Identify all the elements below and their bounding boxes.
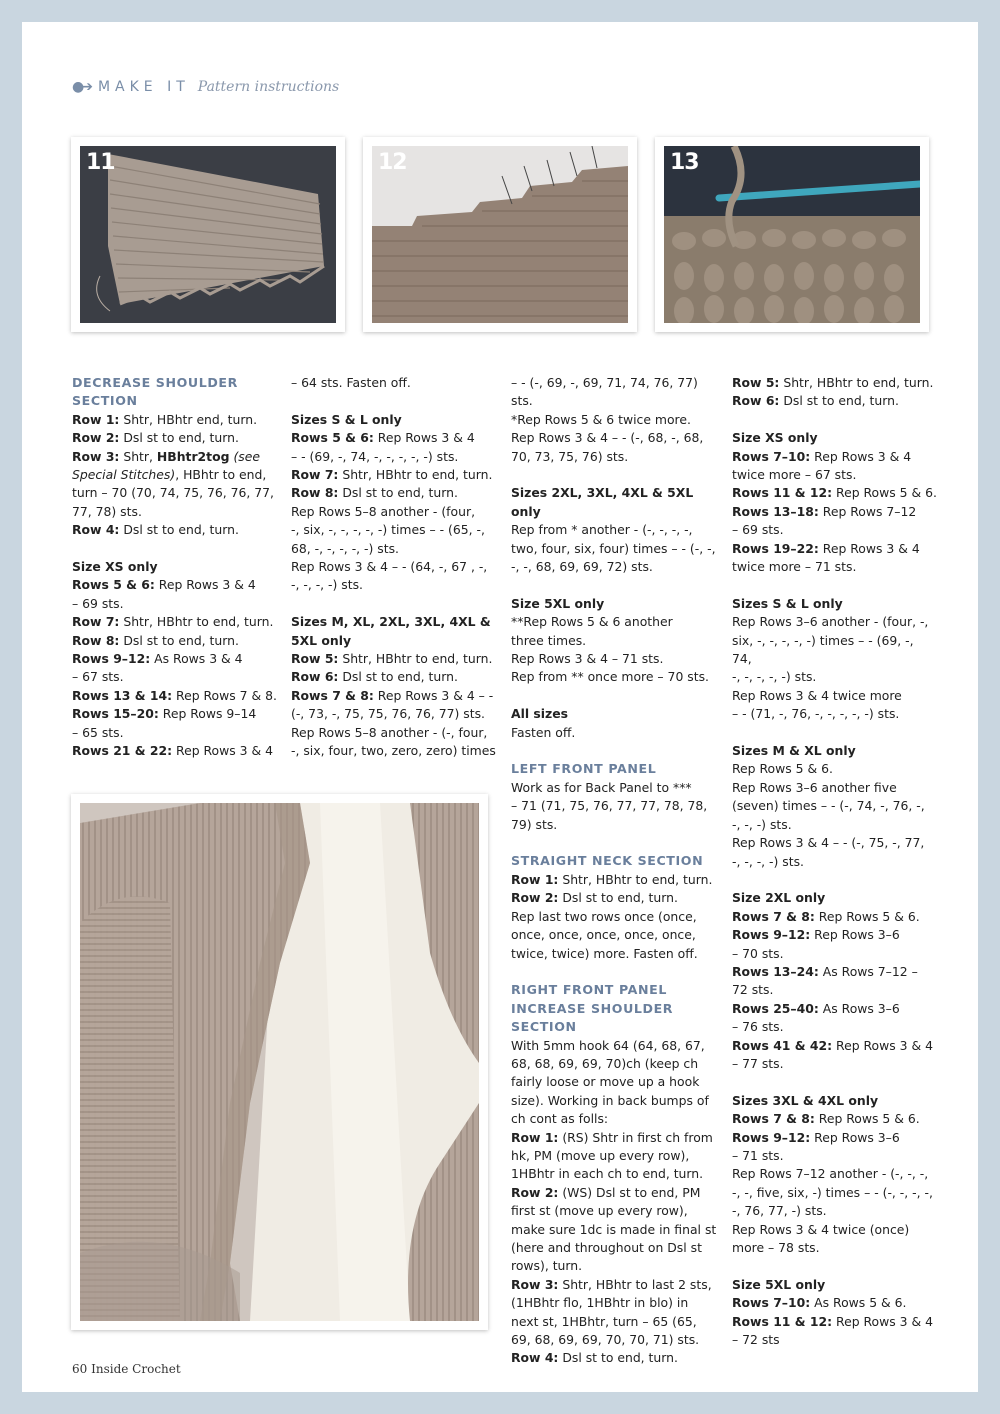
instruction-line: 72 sts. bbox=[732, 982, 774, 998]
instruction-line: two, four, six, four) times – - (-, -, bbox=[511, 540, 716, 556]
instruction-line: – 70 sts. bbox=[732, 945, 784, 961]
double-dot-arrow-icon: ●➔ bbox=[72, 79, 90, 95]
instruction-line: Rep Rows 3 & 4 – 71 sts. bbox=[511, 651, 664, 667]
instruction-row: Row 2: Dsl st to end, turn. bbox=[72, 430, 239, 446]
photo-step-13 bbox=[655, 137, 929, 332]
section-heading: RIGHT FRONT PANEL bbox=[511, 982, 667, 998]
instruction-row: Row 2: Dsl st to end, turn. bbox=[511, 890, 678, 906]
instruction-line: *Rep Rows 5 & 6 twice more. bbox=[511, 411, 691, 427]
section-heading: SECTION bbox=[511, 1019, 577, 1035]
instruction-line: 69, 68, 69, 69, 70, 70, 71) sts. bbox=[511, 1332, 700, 1348]
instruction-line: 68, -, -, -, -, -) sts. bbox=[291, 540, 399, 556]
size-heading: Size XS only bbox=[732, 430, 818, 446]
instruction-row: Row 7: Shtr, HBhtr to end, turn. bbox=[72, 614, 274, 630]
section-header bbox=[72, 79, 339, 95]
instruction-row: Rows 5 & 6: Rep Rows 3 & 4 bbox=[291, 430, 475, 446]
section-heading: INCREASE SHOULDER bbox=[511, 1000, 674, 1016]
size-heading: Size XS only bbox=[72, 559, 158, 575]
instruction-line: (-, 73, -, 75, 75, 76, 76, 77) sts. bbox=[291, 706, 485, 722]
instruction-line: more – 78 sts. bbox=[732, 1240, 820, 1256]
instruction-line: Rep Rows 3–6 another - (four, -, bbox=[732, 614, 929, 630]
instruction-line: -, -, five, six, -) times – - (-, -, -, -, bbox=[732, 1184, 933, 1200]
magazine-name: Inside Crochet bbox=[91, 1362, 181, 1376]
instruction-row: Row 7: Shtr, HBhtr to end, turn. bbox=[291, 467, 493, 483]
instruction-row: Rows 13 & 14: Rep Rows 7 & 8. bbox=[72, 687, 277, 703]
instruction-line: Rep last two rows once (once, bbox=[511, 908, 697, 924]
instruction-line: Rep Rows 3 & 4 – - (-, 68, -, 68, bbox=[511, 430, 704, 446]
instruction-line: Work as for Back Panel to *** bbox=[511, 779, 692, 795]
instruction-line: first st (move up every row), bbox=[511, 1203, 688, 1219]
instruction-line: (1HBhtr flo, 1HBhtr in blo) in bbox=[511, 1295, 689, 1311]
instruction-line: hk, PM (move up every row), bbox=[511, 1147, 690, 1163]
instruction-line: (seven) times – - (-, 74, -, 76, -, bbox=[732, 798, 925, 814]
instruction-line: three times. bbox=[511, 632, 587, 648]
instruction-line: 68, 68, 69, 69, 70)ch (keep ch bbox=[511, 1055, 699, 1071]
instruction-row: Row 4: Dsl st to end, turn. bbox=[511, 1350, 678, 1366]
instruction-line: once, once, once, once, once, bbox=[511, 927, 696, 943]
instruction-row: Row 1: Shtr, HBhtr to end, turn. bbox=[511, 871, 713, 887]
instruction-row: Row 1: Shtr, HBhtr end, turn. bbox=[72, 411, 258, 427]
instruction-row: Row 3: Shtr, HBhtr to last 2 sts, bbox=[511, 1276, 712, 1292]
photo-number: 13 bbox=[670, 150, 699, 175]
section-subtitle: Pattern instructions bbox=[197, 79, 340, 95]
instruction-line: (here and throughout on Dsl st bbox=[511, 1240, 702, 1255]
instruction-row: Row 6: Dsl st to end, turn. bbox=[732, 393, 899, 409]
instruction-line: size). Working in back bumps of bbox=[511, 1092, 709, 1108]
instruction-line: twice more – 67 sts. bbox=[732, 467, 857, 483]
instruction-row: Rows 25–40: As Rows 3–6 bbox=[732, 1000, 900, 1016]
instruction-line: fairly loose or move up a hook bbox=[511, 1074, 700, 1090]
instruction-line: ch cont as folls: bbox=[511, 1111, 609, 1127]
instruction-line: -, 76, 77, -) sts. bbox=[732, 1203, 827, 1219]
instruction-line: – 71 sts. bbox=[732, 1147, 784, 1163]
size-heading: Sizes S & L only bbox=[291, 411, 402, 427]
instruction-row: Row 3: Shtr, HBhtr2tog (see bbox=[72, 448, 260, 464]
instruction-row: Rows 13–18: Rep Rows 7–12 bbox=[732, 503, 917, 519]
instruction-line: – - (69, -, 74, -, -, -, -, -) sts. bbox=[291, 448, 459, 464]
instruction-row: Rows 9–12: As Rows 3 & 4 bbox=[72, 651, 243, 667]
size-heading: Sizes M & XL only bbox=[732, 743, 856, 759]
instruction-row: Row 2: (WS) Dsl st to end, PM bbox=[511, 1184, 701, 1200]
section-heading: LEFT FRONT PANEL bbox=[511, 761, 657, 777]
instruction-line: -, -, -) sts. bbox=[732, 816, 792, 832]
instruction-row: Rows 11 & 12: Rep Rows 5 & 6. bbox=[732, 485, 937, 501]
instruction-line: -, six, -, -, -, -, -) times – - (65, -, bbox=[291, 522, 485, 538]
instruction-line: twice, twice) more. Fasten off. bbox=[511, 945, 698, 961]
instruction-line: Rep Rows 3 & 4 – - (64, -, 67 , -, bbox=[291, 559, 488, 575]
size-heading: 5XL only bbox=[291, 632, 352, 648]
instruction-line: – 64 sts. Fasten off. bbox=[291, 375, 411, 390]
instruction-row: Rows 9–12: Rep Rows 3–6 bbox=[732, 1129, 900, 1145]
instruction-row: Row 5: Shtr, HBhtr to end, turn. bbox=[291, 651, 493, 667]
hook-stitch-image bbox=[664, 146, 920, 323]
instruction-line: 79) sts. bbox=[511, 816, 558, 832]
instruction-line: Special Stitches), HBhtr to end, bbox=[72, 467, 267, 483]
photo-number: 11 bbox=[86, 150, 115, 175]
instruction-line: – - (-, 69, -, 69, 71, 74, 76, 77) sts. bbox=[511, 375, 698, 409]
instruction-row: Rows 21 & 22: Rep Rows 3 & 4 bbox=[72, 743, 273, 759]
instruction-row: Rows 5 & 6: Rep Rows 3 & 4 bbox=[72, 577, 256, 593]
instruction-row: Rows 7 & 8: Rep Rows 5 & 6. bbox=[732, 908, 920, 924]
instruction-row: Rows 15–20: Rep Rows 9–14 bbox=[72, 706, 257, 722]
instruction-line: turn – 70 (70, 74, 75, 76, 76, 77, bbox=[72, 485, 274, 501]
section-heading: STRAIGHT NECK SECTION bbox=[511, 853, 704, 869]
instruction-line: -, -, -, -) sts. bbox=[732, 853, 804, 869]
instruction-line: Rep Rows 5–8 another - (-, four, bbox=[291, 724, 488, 740]
instruction-row: Row 8: Dsl st to end, turn. bbox=[291, 485, 458, 501]
instruction-line: Rep from * another - (-, -, -, -, bbox=[511, 522, 693, 538]
instruction-line: -, six, four, two, zero, zero) times bbox=[291, 743, 496, 759]
instruction-line: – - (71, -, 76, -, -, -, -, -) sts. bbox=[732, 706, 900, 722]
size-heading: Size 5XL only bbox=[732, 1276, 826, 1292]
instruction-line: Rep Rows 5–8 another - (four, bbox=[291, 503, 476, 519]
photo-step-12 bbox=[363, 137, 637, 332]
column-4 bbox=[732, 374, 937, 1349]
size-heading: Size 5XL only bbox=[511, 595, 605, 611]
instruction-row: Rows 7–10: As Rows 5 & 6. bbox=[732, 1295, 907, 1311]
instruction-line: six, -, -, -, -, -) times – - (69, -, 74, bbox=[732, 632, 914, 667]
instruction-row: Row 8: Dsl st to end, turn. bbox=[72, 632, 239, 648]
instruction-line: make sure 1dc is made in final st bbox=[511, 1221, 717, 1237]
instruction-row: Rows 7–10: Rep Rows 3 & 4 bbox=[732, 448, 912, 464]
instruction-line: **Rep Rows 5 & 6 another bbox=[511, 614, 673, 630]
column-2 bbox=[291, 374, 496, 761]
size-heading: Sizes 2XL, 3XL, 4XL & 5XL only bbox=[511, 485, 694, 519]
instruction-line: – 77 sts. bbox=[732, 1055, 784, 1071]
page-number: 60 bbox=[72, 1362, 88, 1376]
instruction-row: Rows 7 & 8: Rep Rows 5 & 6. bbox=[732, 1111, 920, 1127]
instruction-row: Row 6: Dsl st to end, turn. bbox=[291, 669, 458, 685]
photo-step-11 bbox=[71, 137, 345, 332]
sleeve-piece-image bbox=[80, 146, 336, 323]
section-heading: SECTION bbox=[72, 393, 138, 409]
instruction-line: – 76 sts. bbox=[732, 1019, 784, 1035]
size-heading: Size 2XL only bbox=[732, 890, 826, 906]
shoulder-steps-image bbox=[372, 146, 628, 323]
instruction-line: 1HBhtr in each ch to end, turn. bbox=[511, 1166, 704, 1182]
instruction-line: Rep Rows 7–12 another - (-, -, -, bbox=[732, 1166, 929, 1182]
instruction-line: Rep Rows 5 & 6. bbox=[732, 761, 833, 777]
instruction-row: Rows 13–24: As Rows 7–12 – bbox=[732, 963, 918, 979]
instruction-row: Row 4: Dsl st to end, turn. bbox=[72, 522, 239, 538]
instruction-line: twice more – 71 sts. bbox=[732, 559, 857, 575]
size-heading: All sizes bbox=[511, 706, 569, 722]
instruction-line: Rep Rows 3 & 4 twice (once) bbox=[732, 1221, 910, 1237]
photo-number: 12 bbox=[378, 150, 407, 175]
instruction-line: – 65 sts. bbox=[72, 724, 124, 740]
column-1 bbox=[72, 374, 277, 761]
instruction-line: 70, 73, 75, 76) sts. bbox=[511, 448, 629, 464]
instruction-line: – 69 sts. bbox=[72, 595, 124, 611]
instruction-row: Rows 9–12: Rep Rows 3–6 bbox=[732, 927, 900, 943]
instruction-line: – 71 (71, 75, 76, 77, 77, 78, 78, bbox=[511, 798, 708, 814]
size-heading: Sizes S & L only bbox=[732, 595, 843, 611]
instruction-line: -, -, -, -) sts. bbox=[291, 577, 363, 593]
instruction-line: -, -, 68, 69, 69, 72) sts. bbox=[511, 559, 653, 575]
instruction-line: – 67 sts. bbox=[72, 669, 124, 685]
section-heading: DECREASE SHOULDER bbox=[72, 375, 238, 390]
instruction-line: Fasten off. bbox=[511, 724, 576, 740]
size-heading: Sizes M, XL, 2XL, 3XL, 4XL & bbox=[291, 614, 491, 630]
instruction-line: Rep Rows 3 & 4 – - (-, 75, -, 77, bbox=[732, 835, 925, 851]
cardigan-image bbox=[80, 803, 479, 1321]
instruction-line: – 72 sts bbox=[732, 1332, 780, 1348]
instruction-line: With 5mm hook 64 (64, 68, 67, bbox=[511, 1037, 705, 1053]
size-heading: Sizes 3XL & 4XL only bbox=[732, 1092, 879, 1108]
instruction-line: Rep Rows 3 & 4 twice more bbox=[732, 687, 902, 703]
instruction-line: 77, 78) sts. bbox=[72, 503, 142, 519]
instruction-row: Rows 7 & 8: Rep Rows 3 & 4 – - bbox=[291, 687, 494, 703]
instruction-line: rows), turn. bbox=[511, 1258, 583, 1274]
section-title: MAKE IT bbox=[97, 79, 190, 95]
instruction-row: Row 1: (RS) Shtr in first ch from bbox=[511, 1129, 713, 1145]
instruction-line: Rep Rows 3–6 another five bbox=[732, 779, 897, 795]
instruction-row: Rows 19–22: Rep Rows 3 & 4 bbox=[732, 540, 920, 556]
instruction-line: – 69 sts. bbox=[732, 522, 784, 538]
instruction-row: Row 5: Shtr, HBhtr to end, turn. bbox=[732, 375, 934, 390]
instruction-line: next st, 1HBhtr, turn – 65 (65, bbox=[511, 1313, 697, 1329]
instruction-row: Rows 11 & 12: Rep Rows 3 & 4 bbox=[732, 1313, 933, 1329]
instruction-row: Rows 41 & 42: Rep Rows 3 & 4 bbox=[732, 1037, 933, 1053]
page-footer bbox=[72, 1362, 181, 1376]
cardigan-photo bbox=[71, 794, 488, 1330]
instruction-line: -, -, -, -, -) sts. bbox=[732, 669, 817, 685]
column-3 bbox=[511, 374, 721, 1368]
instruction-line: Rep from ** once more – 70 sts. bbox=[511, 669, 709, 685]
